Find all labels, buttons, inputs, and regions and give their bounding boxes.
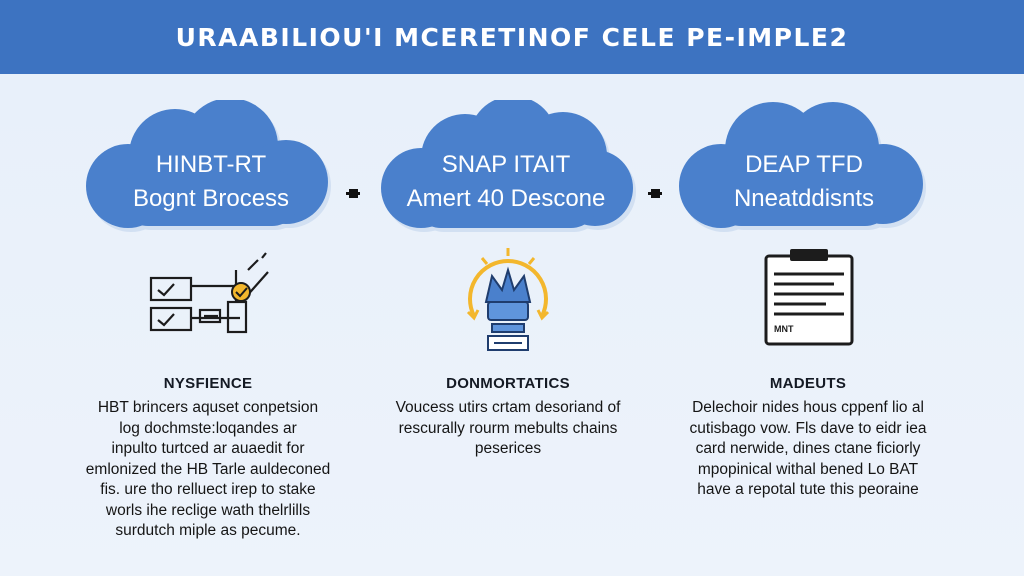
cloud-1-subtitle: Bognt Brocess xyxy=(132,185,290,212)
cloud-step-3 xyxy=(673,100,935,240)
clipboard-label: MNT xyxy=(774,324,794,334)
column-1-title: NYSFIENCE xyxy=(163,375,253,392)
cloud-2-subtitle: Amert 40 Descone xyxy=(406,185,606,212)
column-1-body xyxy=(58,398,358,542)
body-line: peserices xyxy=(474,440,542,457)
body-line: rescurally rourm mebults chains xyxy=(398,419,618,437)
column-2-title: DONMORTATICS xyxy=(446,375,570,392)
body-line: have a repotal tute this peoraine xyxy=(697,481,919,498)
document-clipboard-icon xyxy=(762,246,856,346)
column-3-title: MADEUTS xyxy=(769,375,847,392)
body-line: cutisbago vow. Fls dave to eidr iea xyxy=(689,419,927,437)
header-bar xyxy=(0,0,1024,74)
cloud-3-title: DEAP TFD xyxy=(745,151,863,178)
connector-line xyxy=(648,192,662,195)
cloud-step-1 xyxy=(80,100,342,240)
connector-2-3 xyxy=(648,186,662,200)
body-line: Delechoir nides hous cppenf lio al xyxy=(692,399,924,416)
checklist-pen-icon xyxy=(148,250,278,345)
connector-line xyxy=(346,192,360,195)
cloud-3-subtitle: Nneatddisnts xyxy=(733,185,875,212)
body-line: mpopinical withal bened Lo BAT xyxy=(697,460,919,478)
body-line: surdutch miple as pecume. xyxy=(115,522,301,539)
body-line: HBT brincers aquset conpetsion xyxy=(97,399,319,416)
crown-lightbulb-icon xyxy=(452,246,564,356)
body-line: worls ihe reclige wath thelrlills xyxy=(105,501,311,519)
cloud-1-title: HINBT-RT xyxy=(155,151,267,178)
cloud-2-title: SNAP ITAIT xyxy=(441,151,571,178)
body-line: Voucess utirs crtam desoriand of xyxy=(395,399,621,416)
body-line: inpulto turtced ar auaedit for xyxy=(111,440,305,457)
column-3-body xyxy=(662,398,954,501)
cloud-step-2 xyxy=(373,100,639,240)
body-line: fis. ure tho relluect irep to stake xyxy=(100,481,316,498)
column-2-body xyxy=(365,398,651,460)
body-line: card nerwide, dines ctane ficiorly xyxy=(695,440,921,457)
page-title: URAABILIOU'I MCERETINOF CELE PE-IMPLE2 xyxy=(175,22,849,52)
connector-1-2 xyxy=(346,186,360,200)
body-line: log dochmste:loqandes ar xyxy=(119,419,297,437)
body-line: emlonized the HB Tarle auldeconed xyxy=(85,460,331,478)
